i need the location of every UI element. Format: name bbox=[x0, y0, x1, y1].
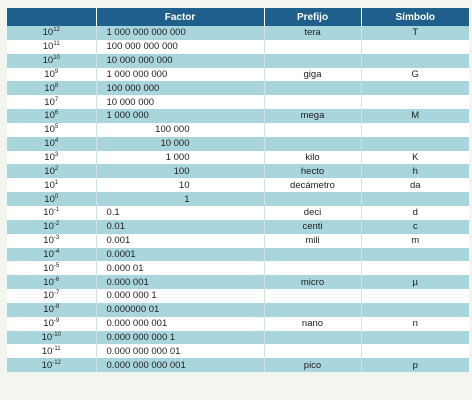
symbol-cell bbox=[361, 40, 469, 54]
power-cell bbox=[7, 289, 96, 303]
symbol-cell bbox=[361, 331, 469, 345]
table-row bbox=[7, 137, 469, 151]
factor-cell: 0.000 000 000 01 bbox=[96, 344, 264, 358]
table-row bbox=[7, 303, 469, 317]
prefix-cell: mega bbox=[264, 109, 361, 123]
table-row bbox=[7, 109, 469, 123]
table-row bbox=[7, 234, 469, 248]
power-base: 10 bbox=[44, 152, 55, 164]
power-base: 10 bbox=[41, 359, 53, 371]
power-exponent: 10 bbox=[53, 54, 60, 61]
prefix-cell: micro bbox=[264, 275, 361, 289]
power-base: 10 bbox=[44, 193, 55, 205]
symbol-cell: µ bbox=[361, 275, 469, 289]
symbol-cell: p bbox=[361, 358, 469, 372]
prefix-cell bbox=[264, 248, 361, 262]
symbol-cell: n bbox=[361, 317, 469, 331]
table-row bbox=[7, 164, 469, 178]
symbol-cell: h bbox=[361, 164, 469, 178]
prefix-cell: nano bbox=[264, 317, 361, 331]
power-base: 10 bbox=[43, 318, 54, 330]
power-cell bbox=[7, 261, 96, 275]
symbol-cell: G bbox=[361, 68, 469, 82]
power-cell bbox=[7, 81, 96, 95]
power-exponent: 1 bbox=[54, 179, 59, 186]
prefix-cell bbox=[264, 192, 361, 206]
prefix-cell: pico bbox=[264, 358, 361, 372]
symbol-cell: c bbox=[361, 220, 469, 234]
power-cell bbox=[7, 109, 96, 123]
power-base: 10 bbox=[44, 68, 55, 80]
factor-cell: 100 000 000 bbox=[96, 81, 264, 95]
symbol-cell bbox=[361, 95, 469, 109]
factor-cell: 0.000 000 000 001 bbox=[96, 358, 264, 372]
prefix-cell bbox=[264, 261, 361, 275]
power-exponent: -1 bbox=[53, 207, 60, 214]
prefix-cell bbox=[264, 303, 361, 317]
symbol-cell: m bbox=[361, 234, 469, 248]
power-exponent: -5 bbox=[53, 262, 60, 269]
power-base: 10 bbox=[42, 55, 54, 67]
factor-cell: 100 bbox=[96, 164, 264, 178]
power-exponent: -9 bbox=[53, 317, 60, 324]
factor-cell: 0.1 bbox=[96, 206, 264, 220]
power-base: 10 bbox=[43, 221, 54, 233]
prefix-cell bbox=[264, 54, 361, 68]
power-exponent: -7 bbox=[53, 290, 60, 297]
power-cell bbox=[7, 275, 96, 289]
factor-cell: 1 000 000 000 000 bbox=[96, 26, 264, 40]
power-base: 10 bbox=[41, 345, 53, 357]
symbol-cell: T bbox=[361, 26, 469, 40]
prefix-cell bbox=[264, 95, 361, 109]
factor-cell: 0.000 001 bbox=[96, 275, 264, 289]
symbol-cell bbox=[361, 344, 469, 358]
factor-cell: 1 bbox=[96, 192, 264, 206]
table-header bbox=[7, 8, 469, 26]
power-exponent: 5 bbox=[54, 124, 59, 131]
power-cell bbox=[7, 303, 96, 317]
power-base: 10 bbox=[44, 110, 55, 122]
power-base: 10 bbox=[43, 262, 54, 274]
symbol-cell bbox=[361, 303, 469, 317]
factor-cell: 1 000 000 bbox=[96, 109, 264, 123]
power-base: 10 bbox=[42, 27, 54, 39]
symbol-cell bbox=[361, 192, 469, 206]
power-exponent: -3 bbox=[53, 234, 60, 241]
table-row bbox=[7, 358, 469, 372]
power-exponent: 0 bbox=[54, 193, 59, 200]
power-base: 10 bbox=[42, 41, 54, 53]
table-row bbox=[7, 344, 469, 358]
symbol-cell bbox=[361, 261, 469, 275]
prefix-cell: kilo bbox=[264, 151, 361, 165]
table-row bbox=[7, 192, 469, 206]
prefix-cell bbox=[264, 123, 361, 137]
symbol-cell bbox=[361, 123, 469, 137]
power-exponent: 12 bbox=[53, 27, 60, 34]
header-prefix: Prefijo bbox=[264, 8, 361, 26]
symbol-cell bbox=[361, 137, 469, 151]
power-base: 10 bbox=[43, 235, 54, 247]
power-cell bbox=[7, 234, 96, 248]
power-base: 10 bbox=[44, 82, 55, 94]
symbol-cell bbox=[361, 248, 469, 262]
table-row bbox=[7, 40, 469, 54]
symbol-cell bbox=[361, 54, 469, 68]
header-symbol: Símbolo bbox=[361, 8, 469, 26]
power-cell bbox=[7, 95, 96, 109]
power-exponent: 8 bbox=[54, 82, 59, 89]
power-base: 10 bbox=[43, 276, 54, 288]
power-cell bbox=[7, 358, 96, 372]
symbol-cell: da bbox=[361, 178, 469, 192]
power-cell bbox=[7, 54, 96, 68]
power-cell bbox=[7, 331, 96, 345]
power-exponent: -8 bbox=[53, 304, 60, 311]
power-base: 10 bbox=[43, 207, 54, 219]
prefix-cell: giga bbox=[264, 68, 361, 82]
power-base: 10 bbox=[43, 304, 54, 316]
power-exponent: 6 bbox=[54, 110, 59, 117]
prefix-cell: decámetro bbox=[264, 178, 361, 192]
prefix-cell bbox=[264, 331, 361, 345]
table-row bbox=[7, 151, 469, 165]
power-exponent: -2 bbox=[53, 221, 60, 228]
power-exponent: 11 bbox=[53, 41, 60, 48]
table-row bbox=[7, 220, 469, 234]
power-cell bbox=[7, 192, 96, 206]
table-row bbox=[7, 261, 469, 275]
power-exponent: 9 bbox=[54, 68, 59, 75]
factor-cell: 10 000 000 bbox=[96, 95, 264, 109]
table-row bbox=[7, 178, 469, 192]
power-cell bbox=[7, 248, 96, 262]
power-exponent: -10 bbox=[52, 331, 61, 338]
header-power bbox=[7, 8, 96, 26]
power-cell bbox=[7, 68, 96, 82]
prefix-cell: hecto bbox=[264, 164, 361, 178]
symbol-cell: K bbox=[361, 151, 469, 165]
power-cell bbox=[7, 26, 96, 40]
power-exponent: -6 bbox=[53, 276, 60, 283]
power-exponent: 4 bbox=[54, 138, 59, 145]
table-row bbox=[7, 206, 469, 220]
symbol-cell: d bbox=[361, 206, 469, 220]
prefix-cell bbox=[264, 344, 361, 358]
power-exponent: -12 bbox=[52, 359, 61, 366]
factor-cell: 10 000 bbox=[96, 137, 264, 151]
power-base: 10 bbox=[44, 138, 55, 150]
power-exponent: -11 bbox=[52, 345, 61, 352]
power-base: 10 bbox=[43, 248, 54, 260]
table-row bbox=[7, 95, 469, 109]
factor-cell: 0.000 000 001 bbox=[96, 317, 264, 331]
power-base: 10 bbox=[41, 331, 53, 343]
symbol-cell: M bbox=[361, 109, 469, 123]
power-cell bbox=[7, 220, 96, 234]
prefix-cell: mili bbox=[264, 234, 361, 248]
table-row bbox=[7, 81, 469, 95]
power-exponent: 2 bbox=[54, 165, 59, 172]
power-base: 10 bbox=[44, 124, 55, 136]
power-cell bbox=[7, 344, 96, 358]
factor-cell: 0.0001 bbox=[96, 248, 264, 262]
power-cell bbox=[7, 317, 96, 331]
power-cell bbox=[7, 178, 96, 192]
power-cell bbox=[7, 151, 96, 165]
table-row bbox=[7, 123, 469, 137]
factor-cell: 0.001 bbox=[96, 234, 264, 248]
factor-cell: 1 000 bbox=[96, 151, 264, 165]
power-cell bbox=[7, 164, 96, 178]
table-row bbox=[7, 26, 469, 40]
table-row bbox=[7, 289, 469, 303]
power-exponent: -4 bbox=[53, 248, 60, 255]
factor-cell: 0.01 bbox=[96, 220, 264, 234]
header-factor: Factor bbox=[96, 8, 264, 26]
table-row bbox=[7, 248, 469, 262]
prefix-cell: tera bbox=[264, 26, 361, 40]
power-base: 10 bbox=[44, 96, 55, 108]
prefix-cell bbox=[264, 81, 361, 95]
factor-cell: 0.000 000 000 1 bbox=[96, 331, 264, 345]
symbol-cell bbox=[361, 81, 469, 95]
power-cell bbox=[7, 123, 96, 137]
symbol-cell bbox=[361, 289, 469, 303]
power-base: 10 bbox=[44, 165, 55, 177]
si-prefix-table bbox=[7, 8, 469, 372]
factor-cell: 0.000 01 bbox=[96, 261, 264, 275]
table-body bbox=[7, 26, 469, 372]
factor-cell: 10 bbox=[96, 178, 264, 192]
power-base: 10 bbox=[43, 290, 54, 302]
table-row bbox=[7, 317, 469, 331]
header-row bbox=[7, 8, 469, 26]
factor-cell: 100 000 bbox=[96, 123, 264, 137]
table-row bbox=[7, 68, 469, 82]
prefix-cell: deci bbox=[264, 206, 361, 220]
prefix-cell bbox=[264, 137, 361, 151]
factor-cell: 100 000 000 000 bbox=[96, 40, 264, 54]
prefix-cell bbox=[264, 40, 361, 54]
table-row bbox=[7, 331, 469, 345]
factor-cell: 0.000000 01 bbox=[96, 303, 264, 317]
table-row bbox=[7, 54, 469, 68]
power-cell bbox=[7, 206, 96, 220]
factor-cell: 1 000 000 000 bbox=[96, 68, 264, 82]
factor-cell: 0.000 000 1 bbox=[96, 289, 264, 303]
power-exponent: 7 bbox=[54, 96, 59, 103]
prefix-cell: centi bbox=[264, 220, 361, 234]
power-base: 10 bbox=[44, 179, 55, 191]
prefix-cell bbox=[264, 289, 361, 303]
power-cell bbox=[7, 137, 96, 151]
factor-cell: 10 000 000 000 bbox=[96, 54, 264, 68]
power-cell bbox=[7, 40, 96, 54]
power-exponent: 3 bbox=[54, 151, 59, 158]
table-row bbox=[7, 275, 469, 289]
